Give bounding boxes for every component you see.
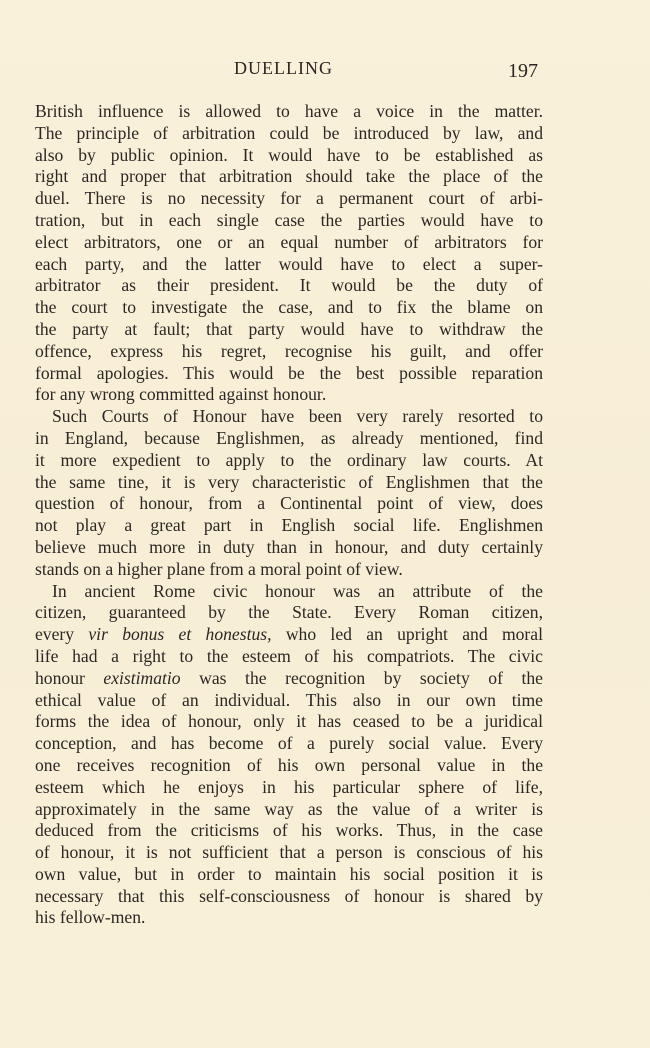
- text-line: of honour, it is not sufficient that a person is conscious of his: [35, 842, 543, 863]
- text-line: [35, 624, 543, 646]
- text-line: believe much more in duty than in honour, and duty certainly: [35, 536, 543, 557]
- text-line: approximately in the same way as the value of a writer is: [35, 798, 543, 819]
- text-line: elect arbitrators, one or an equal number of arbitrators for: [35, 231, 543, 252]
- text-line: arbitrator as their president. It would be the duty of: [35, 275, 543, 296]
- body-text: [35, 101, 543, 929]
- text-line: ethical value of an individual. This also in our own time: [35, 689, 543, 710]
- text-line: The principle of arbitration could be introduced by law, and: [35, 122, 543, 143]
- text-line: stands on a higher plane from a moral point of view.: [35, 558, 403, 579]
- text-line: deduced from the criticisms of his works. Thus, in the case: [35, 820, 543, 841]
- text-line: citizen, guaranteed by the State. Every Roman citizen,: [35, 602, 543, 623]
- text-line: his fellow-men.: [35, 907, 146, 928]
- text-line: conception, and has become of a purely social value. Every: [35, 733, 543, 754]
- text-line: the court to investigate the case, and to fix the blame on: [35, 297, 543, 318]
- running-head: [0, 58, 650, 82]
- text-line: life had a right to the esteem of his compatriots. The civic: [35, 645, 543, 666]
- text-line: the same tine, it is very characteristic of Englishmen that the: [35, 471, 543, 492]
- text-line: one receives recognition of his own personal value in the: [35, 754, 543, 775]
- text-line: not play a great part in English social life. Englishmen: [35, 515, 543, 536]
- text-fragment: who led an upright and moral: [271, 624, 543, 645]
- text-line: tration, but in each single case the parties would have to: [35, 209, 543, 230]
- text-line: duel. There is no necessity for a permanent court of arbi-: [35, 188, 543, 209]
- text-line: formal apologies. This would be the best possible reparation: [35, 362, 543, 383]
- text-fragment: honour: [35, 667, 104, 688]
- text-line: esteem which he enjoys in his particular sphere of life,: [35, 776, 543, 797]
- latin-phrase: vir bonus et honestus,: [88, 624, 272, 645]
- text-line: necessary that this self-consciousness of honour is shared by: [35, 885, 543, 906]
- text-line: forms the idea of honour, only it has ceased to be a juridical: [35, 711, 543, 732]
- chapter-title: DUELLING: [234, 58, 333, 78]
- text-line: each party, and the latter would have to elect a super-: [35, 253, 543, 274]
- text-line: own value, but in order to maintain his social position it is: [35, 863, 543, 884]
- text-line: In ancient Rome civic honour was an attribute of the: [52, 580, 543, 601]
- text-line: the party at fault; that party would have to withdraw the: [35, 318, 543, 339]
- text-fragment: every: [35, 624, 89, 645]
- latin-term: existimatio: [103, 667, 181, 688]
- text-line: question of honour, from a Continental point of view, does: [35, 493, 543, 514]
- page-number: 197: [508, 60, 538, 82]
- text-line: British influence is allowed to have a voice in the matter.: [35, 101, 543, 121]
- text-line: [35, 668, 543, 690]
- text-line: right and proper that arbitration should take the place of the: [35, 166, 543, 187]
- text-line: offence, express his regret, recognise his guilt, and offer: [35, 340, 543, 361]
- text-line: it more expedient to apply to the ordinary law courts. At: [35, 449, 543, 470]
- text-line: also by public opinion. It would have to be established as: [35, 144, 543, 165]
- text-line: in England, because Englishmen, as already mentioned, find: [35, 427, 543, 448]
- text-fragment: was the recognition by society of the: [180, 667, 543, 688]
- text-line: for any wrong committed against honour.: [35, 384, 327, 405]
- text-line: Such Courts of Honour have been very rarely resorted to: [52, 406, 543, 427]
